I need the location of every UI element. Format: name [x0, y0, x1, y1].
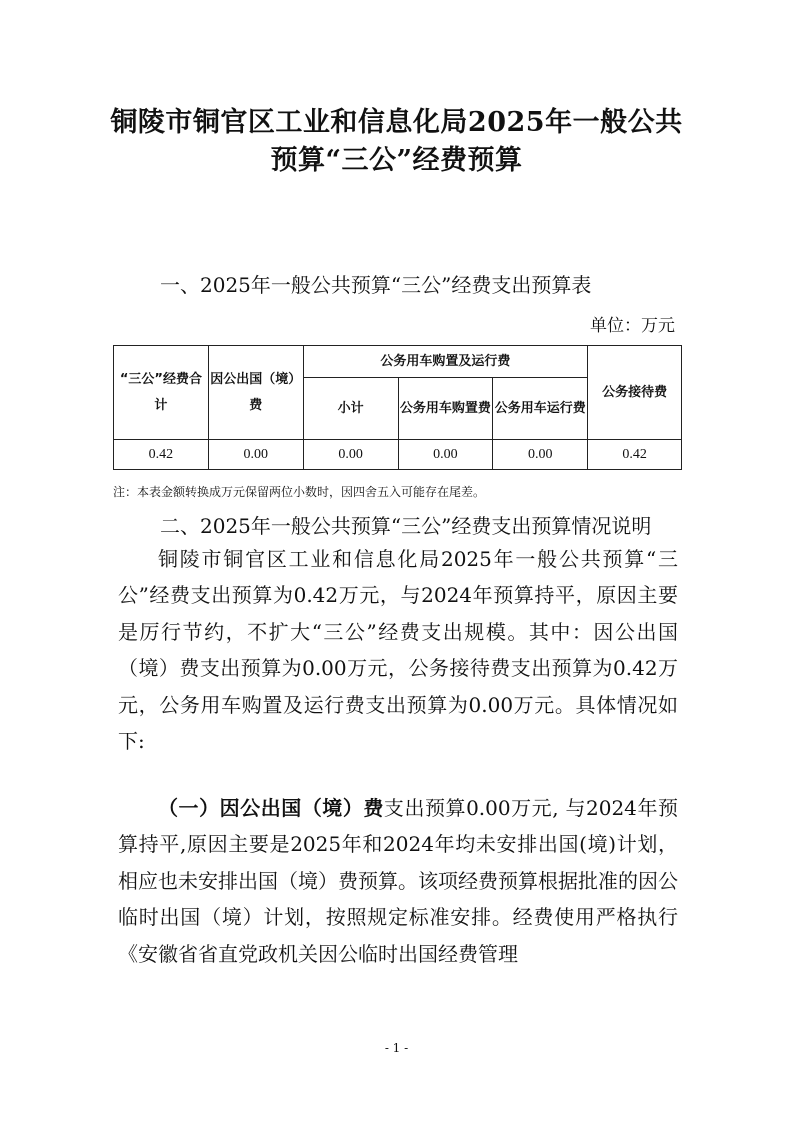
page-number: - 1 - [384, 1041, 409, 1055]
header-subtotal: 小计 [303, 378, 398, 440]
header-total: “三公”经费合计 [114, 346, 209, 440]
table-row [114, 440, 682, 470]
paragraph-2-body: 支出预算0.00万元, 与2024年预算持平,原因主要是2025年和2024年均未安排出国(境)计划，相应也未安排出国（境）费预算。该项经费预算根据批准的因公临时出国（境）计划，按照规定标准安排。经费使用严格执行《安徽省省直党政机关因公临时出国经费管理 [118, 796, 678, 966]
table-note: 注：本表金额转换成万元保留两位小数时，因四舍五入可能存在尾差。 [113, 485, 486, 499]
value-subtotal: 0.00 [303, 440, 398, 470]
value-vehicle-operation: 0.00 [493, 440, 588, 470]
budget-table [113, 345, 682, 470]
header-vehicle-group: 公务用车购置及运行费 [303, 346, 587, 378]
value-total: 0.42 [114, 440, 209, 470]
value-abroad: 0.00 [208, 440, 303, 470]
section1-heading: 一、2025年一般公共预算“三公”经费支出预算表 [160, 273, 592, 297]
value-reception: 0.42 [588, 440, 682, 470]
paragraph-1: 铜陵市铜官区工业和信息化局2025年一般公共预算“三公”经费支出预算为0.42万元，与2024年预算持平，原因主要是厉行节约，不扩大“三公”经费支出规模。其中：因公出国（境）费支出预算为0.00万元，公务接待费支出预算为0.42万元，公务用车购置及运行费支出预算为0.00万元。具体情况如下: [118, 547, 678, 754]
value-vehicle-purchase: 0.00 [398, 440, 493, 470]
header-vehicle-operation: 公务用车运行费 [493, 378, 588, 440]
unit-label: 单位：万元 [590, 316, 675, 336]
header-abroad: 因公出国（境）费 [208, 346, 303, 440]
section2-heading: 二、2025年一般公共预算“三公”经费支出预算情况说明 [160, 514, 652, 538]
document-title-line1: 铜陵市铜官区工业和信息化局2025年一般公共 [110, 107, 683, 138]
header-vehicle-purchase: 公务用车购置费 [398, 378, 493, 440]
paragraph-2-lead: （一）因公出国（境）费 [158, 796, 384, 820]
paragraph-2 [118, 790, 678, 972]
document-title-line2: 预算“三公”经费预算 [270, 145, 523, 176]
header-reception: 公务接待费 [588, 346, 682, 440]
